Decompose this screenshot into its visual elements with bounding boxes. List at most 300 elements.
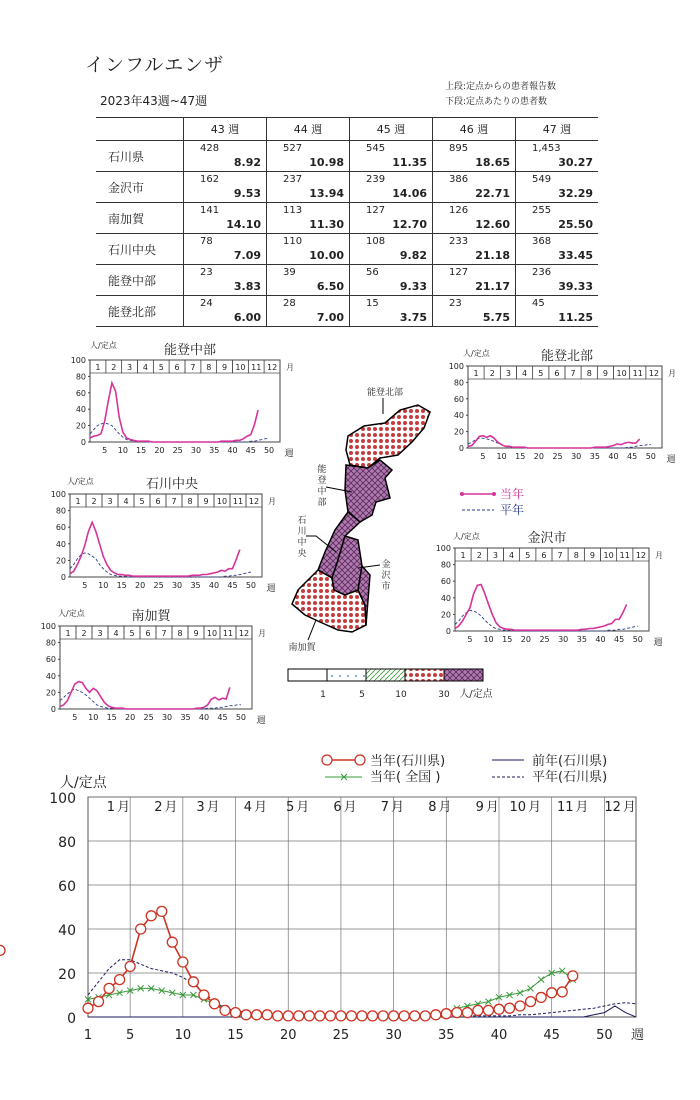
map-label-kanazawa-char: 市 [381,582,391,592]
cell-rate: 7.09 [233,249,261,262]
big-month-suffix: 月 [438,800,452,815]
cell-count: 110 [283,236,303,247]
cell-rate: 14.10 [226,218,261,231]
big-month-label: 2 [154,800,163,815]
cell-count: 237 [283,174,303,185]
big-current-marker [557,987,567,997]
big-legend-national-label: 当年( 全国 ) [370,770,441,785]
mini-x-tick-label: 5 [72,713,78,722]
big-current-marker [462,1008,472,1018]
big-current-marker [252,1010,262,1020]
cell-count: 28 [283,298,296,309]
mini-month-label: 12 [238,629,250,638]
big-current-marker [199,990,209,1000]
mini-week-suffix: 週 [666,455,676,465]
mini-y-tick-label: 80 [75,372,86,382]
mini-y-tick-label: 100 [448,362,464,371]
mini-month-label: 4 [522,369,528,378]
big-month-suffix: 月 [485,800,499,815]
week-header: 44 週 [267,118,350,141]
mini-chart-title: 南加賀 [131,609,171,624]
mini-month-label: 4 [123,497,129,506]
big-current-marker [526,997,536,1007]
mini-month-label: 12 [248,497,260,506]
mini-y-tick-label: 60 [75,388,86,398]
map-label-kanazawa-char: 沢 [381,571,391,581]
mini-chart-kanazawa [436,530,663,648]
week-header: 46 週 [433,118,516,141]
cell-rate: 10.00 [309,249,344,262]
mini-x-tick-label: 20 [125,713,136,722]
region-label: 石川県 [96,141,184,172]
big-current-marker [283,1011,293,1021]
mini-month-label: 1 [460,551,466,560]
cell-rate: 21.18 [475,249,510,262]
cell-rate: 6.00 [233,311,261,324]
mini-chart-title: 能登北部 [540,349,594,364]
big-x-tick-label: 15 [227,1028,244,1043]
big-current-marker [104,983,114,993]
mini-y-tick-label: 0 [50,705,56,714]
cell-count: 368 [532,236,552,247]
mini-x-tick-label: 45 [614,635,625,644]
cell-count: 233 [449,236,469,247]
mini-month-label: 8 [573,551,579,560]
mini-month-label: 10 [616,369,627,378]
scale-swatch [405,669,444,681]
big-month-suffix: 月 [117,800,131,815]
cell-count: 162 [200,174,220,185]
map-label-minami-kaga: 南加賀 [288,643,316,653]
cell-count: 236 [532,267,552,278]
legend-average-label: 平年 [500,503,525,517]
cell-count: 386 [449,174,469,185]
mini-x-tick-label: 10 [98,581,109,590]
cell-count: 56 [366,267,379,278]
mini-x-tick-label: 50 [245,581,257,590]
cell-count: 108 [366,236,386,247]
mini-y-tick-label: 0 [60,573,66,582]
mini-month-label: 6 [174,363,180,372]
mini-x-tick-label: 5 [82,581,88,590]
mini-x-tick-label: 10 [483,635,494,644]
mini-month-label: 1 [75,497,81,506]
mini-month-label: 3 [127,363,133,372]
big-month-suffix: 月 [296,800,310,815]
cell-count: 23 [449,298,462,309]
cell-count: 127 [449,267,469,278]
mini-y-tick-label: 20 [55,556,66,566]
mini-y-tick-label: 60 [45,655,56,665]
cell-count: 549 [532,174,552,185]
leader-line [308,620,316,640]
big-plot-frame [88,797,636,1017]
big-current-marker [94,997,104,1007]
mini-chart-title: 能登中部 [163,343,217,358]
mini-x-tick-label: 10 [496,452,507,461]
big-x-tick-label: 20 [279,1028,297,1043]
big-month-suffix: 月 [622,800,636,815]
big-month-label: 9 [475,800,484,815]
mini-unit-label: 人/定点 [463,349,490,358]
big-current-marker [241,1010,251,1020]
week-header: 47 週 [516,118,599,141]
mini-x-tick-label: 35 [180,713,191,722]
mini-chart-ishikawa-chuo [51,476,276,594]
big-current-marker [157,906,167,916]
cell-rate: 12.60 [475,218,510,231]
map-label-noto-chubu-char: 中 [317,487,327,497]
big-month-suffix: 月 [254,800,268,815]
big-current-marker [115,975,125,985]
region-label: 南加賀 [96,203,184,234]
cell-count: 895 [449,143,469,154]
mini-month-label: 7 [190,363,196,372]
big-legend-average-label: 平年(石川県) [532,770,608,785]
mini-x-tick-label: 5 [480,452,486,461]
mini-month-label: 6 [145,629,151,638]
cell-rate: 11.30 [309,218,344,231]
mini-month-label: 3 [492,551,498,560]
cell-rate: 39.33 [558,280,593,293]
mini-month-label: 8 [177,629,183,638]
cell-rate: 32.29 [558,187,593,200]
mini-y-tick-label: 80 [45,638,56,648]
cell-count: 545 [366,143,386,154]
big-current-marker [167,937,177,947]
mini-x-tick-label: 50 [645,452,656,461]
big-legend-previous-label: 前年(石川県) [532,754,608,769]
big-month-suffix: 月 [575,800,589,815]
map-label-noto-chubu-char: 登 [317,476,327,486]
big-month-label: 8 [428,800,437,815]
mini-month-label: 8 [187,497,193,506]
mini-y-tick-label: 0 [458,444,464,453]
mini-x-tick-label: 45 [217,713,228,722]
big-month-label: 1 [106,800,116,815]
big-month-suffix: 月 [164,800,178,815]
mini-y-tick-label: 40 [45,671,56,681]
mini-month-label: 4 [113,629,119,638]
mini-x-tick-label: 50 [632,635,643,644]
mini-x-tick-label: 25 [552,452,563,461]
map-label-ishikawa-chuo-char: 川 [297,527,307,537]
mini-x-tick-label: 10 [117,446,128,455]
cell-count: 127 [366,205,386,216]
big-month-label: 11 [556,800,574,815]
big-current-marker [389,1011,399,1021]
mini-month-label: 7 [161,629,167,638]
big-x-tick-label: 35 [438,1028,455,1043]
big-legend-current-marker [355,755,365,765]
cell-count: 126 [449,205,469,216]
mini-month-label: 2 [81,629,87,638]
cell-rate: 14.06 [392,187,427,200]
scale-unit-label: 人/定点 [459,689,493,700]
big-current-marker [483,1005,493,1015]
mini-x-tick-label: 10 [88,713,99,722]
big-y-tick-label: 0 [67,1011,76,1027]
mini-month-label: 10 [206,629,218,638]
mini-month-label: 6 [554,369,560,378]
big-current-marker [83,1003,93,1013]
mini-x-tick-label: 30 [171,581,183,590]
mini-x-tick-label: 25 [143,713,154,722]
mini-x-tick-label: 20 [154,446,165,455]
mini-month-suffix: 月 [655,551,663,560]
big-current-marker [315,1011,325,1021]
cell-count: 527 [283,143,303,154]
mini-month-label: 7 [570,369,576,378]
mini-chart-title: 金沢市 [527,531,567,546]
big-current-marker [325,1011,335,1021]
mini-month-label: 5 [525,551,531,560]
mini-y-tick-label: 20 [45,688,56,698]
mini-unit-label: 人/定点 [453,532,480,541]
mini-month-label: 6 [155,497,161,506]
big-current-marker [262,1010,272,1020]
mini-y-tick-label: 80 [440,560,451,570]
cell-rate: 8.92 [233,156,261,169]
map-label-ishikawa-chuo-char: 石 [297,516,307,526]
big-week-suffix: 週 [631,1028,645,1043]
big-current-marker [568,971,578,981]
cell-count: 428 [200,143,220,154]
mini-month-label: 2 [476,551,482,560]
mini-week-suffix: 週 [266,584,276,594]
period-label: 2023年43週~47週 [100,94,208,108]
mini-month-label: 7 [171,497,177,506]
mini-month-label: 12 [266,363,278,372]
big-y-tick-label: 40 [58,923,76,939]
mini-x-tick-label: 15 [515,452,526,461]
cell-rate: 9.82 [399,249,427,262]
cell-rate: 6.50 [316,280,344,293]
mini-month-suffix: 月 [286,363,294,372]
mini-month-label: 11 [619,551,630,560]
mini-x-tick-label: 40 [198,713,210,722]
big-x-tick-label: 50 [596,1028,613,1043]
big-x-tick-label: 10 [174,1028,192,1043]
cell-rate: 3.75 [399,311,427,324]
mini-month-label: 3 [97,629,103,638]
mini-chart-minami-kaga [41,608,266,726]
big-current-marker [136,924,146,934]
mini-unit-label: 人/定点 [67,477,94,486]
big-x-tick-label: 30 [385,1028,402,1043]
mini-month-label: 10 [235,363,246,372]
big-current-marker [420,1011,430,1021]
big-month-suffix: 月 [391,800,405,815]
mini-x-tick-label: 40 [608,452,619,461]
cell-rate: 13.94 [309,187,344,200]
cell-rate: 12.70 [392,218,427,231]
big-current-marker [178,957,188,967]
mini-month-label: 9 [193,629,199,638]
mini-x-tick-label: 50 [235,713,247,722]
big-month-label: 5 [285,800,295,815]
cell-count: 15 [366,298,379,309]
map-label-noto-hokubu: 能登北部 [366,388,404,398]
mini-y-tick-label: 40 [440,593,451,603]
cell-rate: 18.65 [475,156,510,169]
big-current-marker [273,1011,283,1021]
mini-month-label: 1 [65,629,71,638]
big-current-marker [0,945,5,955]
mini-x-tick-label: 20 [533,452,544,461]
mini-month-label: 9 [203,497,209,506]
cell-rate: 11.35 [392,156,427,169]
scale-tick-label: 1 [320,690,326,700]
big-current-marker [410,1011,420,1021]
mini-x-tick-label: 30 [571,452,582,461]
week-header: 45 週 [350,118,433,141]
big-x-tick-label: 45 [543,1028,560,1043]
big-month-suffix: 月 [206,800,220,815]
cell-rate: 9.53 [233,187,261,200]
region-label: 石川中央 [96,234,184,265]
mini-x-tick-label: 40 [595,635,606,644]
map-label-ishikawa-chuo-char: 中 [297,538,307,548]
mini-y-tick-label: 40 [75,405,86,415]
big-current-marker [209,999,219,1009]
big-current-marker [505,1003,515,1013]
big-x-tick-label: 40 [490,1028,508,1043]
mini-month-label: 3 [107,497,113,506]
mini-week-suffix: 週 [653,638,663,648]
legend-current-label: 当年 [500,487,525,501]
big-current-marker [220,1005,230,1015]
mini-month-label: 11 [232,497,244,506]
big-x-tick-label: 25 [332,1028,350,1043]
mini-month-label: 7 [557,551,563,560]
big-current-marker [441,1009,451,1019]
mini-x-tick-label: 25 [539,635,550,644]
week-header: 43 週 [184,118,267,141]
big-current-marker [399,1011,409,1021]
big-y-tick-label: 20 [58,967,76,983]
mini-y-tick-label: 20 [440,610,451,620]
cell-rate: 33.45 [558,249,593,262]
big-current-marker [368,1011,378,1021]
mini-chart-noto-hokubu [449,348,676,465]
mini-month-label: 5 [538,369,544,378]
cell-count: 239 [366,174,386,185]
mini-y-tick-label: 60 [453,394,464,404]
big-current-marker [494,1004,504,1014]
big-current-marker [304,1011,314,1021]
big-current-marker [294,1011,304,1021]
mini-month-label: 5 [129,629,135,638]
mini-y-tick-label: 0 [445,627,451,636]
scale-tick-label: 5 [359,690,365,700]
big-unit-label: 人/定点 [60,775,107,791]
mini-month-label: 8 [206,363,212,372]
cell-rate: 25.50 [558,218,593,231]
mini-y-tick-label: 40 [55,539,66,549]
big-month-label: 10 [509,800,527,815]
mini-x-tick-label: 35 [576,635,587,644]
mini-unit-label: 人/定点 [58,609,85,618]
mini-x-tick-label: 15 [136,446,147,455]
big-current-marker [515,1001,525,1011]
mini-month-label: 11 [251,363,262,372]
mini-month-label: 1 [473,369,479,378]
mini-y-tick-label: 100 [70,356,86,365]
scale-swatch [444,669,483,681]
mini-month-label: 2 [489,369,495,378]
mini-week-suffix: 週 [284,449,294,459]
legend-current-marker [492,492,496,496]
big-current-marker [378,1011,388,1021]
mini-y-tick-label: 100 [50,490,66,499]
big-month-label: 6 [333,800,342,815]
big-x-tick-label: 5 [126,1028,135,1043]
region-label: 能登中部 [96,265,184,296]
map-label-kanazawa-char: 金 [381,560,391,570]
cell-rate: 30.27 [558,156,593,169]
mini-month-label: 10 [216,497,228,506]
big-month-label: 12 [604,800,621,815]
mini-y-tick-label: 20 [75,421,86,431]
mini-x-tick-label: 15 [106,713,117,722]
scale-tick-label: 30 [438,690,450,700]
legend-upper: 上段:定点からの患者報告数 [445,82,557,92]
cell-rate: 11.25 [558,311,593,324]
mini-x-tick-label: 35 [589,452,600,461]
big-legend-current-label: 当年(石川県) [370,754,446,769]
big-current-marker [346,1011,356,1021]
mini-x-tick-label: 40 [227,446,238,455]
big-legend-current-marker [322,755,332,765]
scale-swatch [288,669,327,681]
mini-y-tick-label: 80 [55,506,66,516]
big-y-tick-label: 80 [58,835,76,851]
mini-x-tick-label: 35 [209,446,220,455]
big-current-marker [336,1011,346,1021]
big-current-marker [547,988,557,998]
big-current-marker [231,1008,241,1018]
mini-x-tick-label: 45 [245,446,256,455]
mini-x-tick-label: 20 [135,581,146,590]
mini-chart-noto-chubu [71,340,294,459]
mini-x-tick-label: 30 [161,713,173,722]
cell-rate: 5.75 [482,311,510,324]
cell-count: 113 [283,205,303,216]
mini-month-suffix: 月 [668,369,676,378]
scale-swatch [366,669,405,681]
mini-y-tick-label: 80 [453,378,464,388]
mini-x-tick-label: 15 [116,581,127,590]
legend-lower: 下段:定点あたりの患者数 [445,97,548,107]
mini-week-suffix: 週 [256,716,266,726]
mini-x-tick-label: 5 [102,446,108,455]
mini-y-tick-label: 60 [55,523,66,533]
big-current-marker [357,1011,367,1021]
cell-count: 255 [532,205,552,216]
mini-x-tick-label: 25 [172,446,183,455]
cell-count: 1,453 [532,143,561,154]
mini-y-tick-label: 100 [435,544,451,553]
big-current-marker [146,911,156,921]
cell-rate: 21.17 [475,280,510,293]
big-current-marker [125,961,135,971]
map-label-noto-chubu-char: 能 [317,465,327,475]
mini-unit-label: 人/定点 [90,341,117,350]
map-label-noto-chubu-char: 部 [317,498,327,508]
mini-month-label: 12 [635,551,647,560]
mini-y-tick-label: 40 [453,411,464,421]
